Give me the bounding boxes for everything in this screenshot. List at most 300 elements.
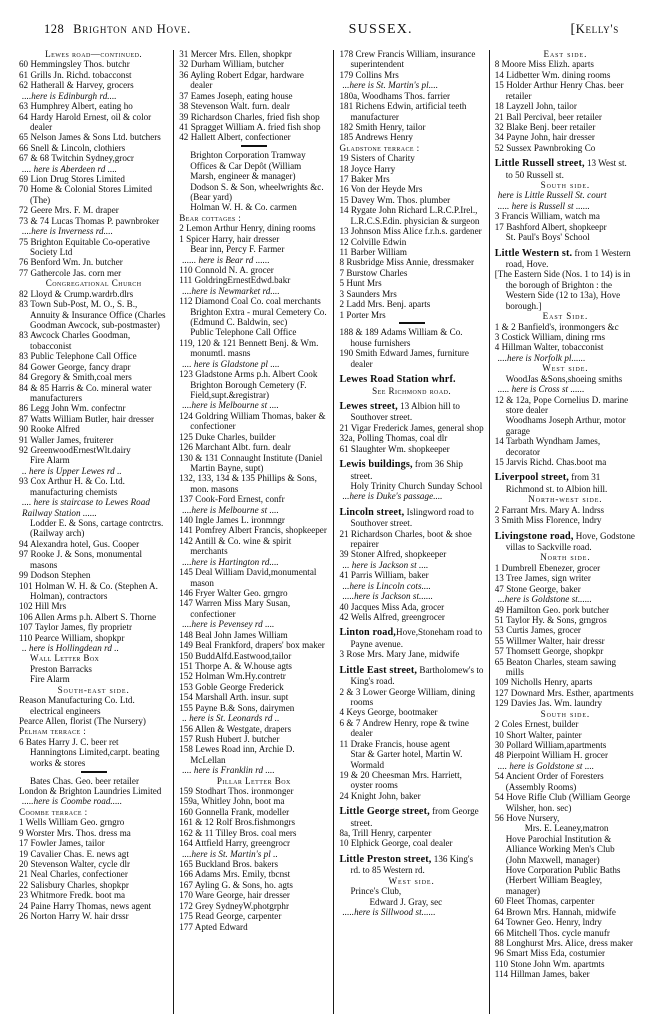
directory-entry: Star & Garter hotel, Martin W. Wormald [350, 749, 463, 770]
directory-entry: 90 Rooke Alfred [19, 424, 80, 435]
directory-entry: 110 Stone John Wm. apartmts [494, 958, 605, 969]
directory-entry: 21 Richardson Charles, boot & shoe repairer [339, 528, 472, 550]
cross-street-note: .. here is Upper Lewes rd .. [22, 465, 122, 476]
terrace-heading: Coombe terrace : [19, 806, 88, 817]
directory-entry: 83 Awcock Charles Goodman, tobacconist [19, 330, 131, 351]
cross-street-note: .. here is Hollingdean rd .. [22, 643, 119, 654]
directory-entry: 20 Stevenson Walter, cycle dlr [19, 858, 131, 869]
directory-entry: 19 Sisters of Charity [339, 153, 415, 164]
directory-entry: 158 Lewes Road inn, Archie D. McLellan [179, 744, 295, 765]
directory-entry: 154 Marshall Arth. insur. supt [179, 692, 289, 703]
column-2 [174, 49, 333, 1014]
street-description: Islingword road to Southover street. [350, 506, 474, 529]
directory-entry: 70 Home & Colonial Stores Limited (The) [19, 184, 153, 205]
directory-entry: 14 Tarbath Wyndham James, decorator [494, 436, 601, 457]
cross-street-note: ....here is Melbourne st .... [182, 400, 279, 411]
cross-street-note: ....here is Pevensey rd .... [182, 619, 275, 630]
directory-entry: 69 Lion Drug Stores Limited [19, 174, 125, 185]
directory-entry: 65 Beaton Charles, steam sawing mills [494, 656, 617, 678]
cross-street-note: ...here is Duke's passage.... [342, 491, 443, 502]
directory-entry: Holy Trinity Church Sunday School [350, 480, 483, 491]
column-container [14, 49, 641, 1014]
directory-entry: 21 Neal Charles, confectioner [19, 869, 128, 880]
cross-street-note: ....here is Newmarket rd.... [182, 285, 280, 296]
directory-entry: 32a, Polling Thomas, coal dlr [339, 433, 448, 444]
directory-entry: 61 Grills Jn. Richd. tobacconst [19, 69, 132, 80]
directory-entry: 182 Smith Henry, tailor [339, 121, 426, 132]
street-name: Liverpool street, [494, 472, 569, 484]
directory-entry: Fire Alarm [30, 674, 70, 685]
directory-entry: 114 Hillman James, baker [494, 969, 590, 980]
directory-entry: Preston Barracks [30, 663, 92, 674]
street-side-label: North-west side. [528, 494, 603, 505]
directory-entry: 67 & 68 Twitchin Sydney,grocr [19, 153, 134, 164]
directory-entry: 8 Moore Miss Elizh. aparts [494, 59, 594, 70]
directory-entry: 5 Hunt Mrs [339, 278, 382, 289]
street-name: Lewes Road Station whrf. [339, 374, 456, 386]
directory-entry: 11 Barber William [339, 247, 407, 258]
directory-entry: 83 Town Sub-Post, M. O., S. B., Annuity & Insurance Office (Charles Goodman Awcock, sub-postmaster) [19, 299, 166, 330]
street-name-heading [339, 401, 483, 423]
street-side-label: West side. [388, 875, 435, 886]
directory-entry: 160 Gonnella Frank, modeller [179, 806, 290, 817]
directory-entry: Bates Chas. Geo. beer retailer [30, 775, 139, 786]
directory-entry: 54 Ancient Order of Foresters (Assembly Rooms) [494, 771, 604, 792]
cross-street-note: .... here is Gladstone pl .... [182, 358, 280, 369]
directory-entry: 82 Lloyd & Crump.wardrb.dlrs [19, 288, 134, 299]
directory-entry: 47 Stone George, baker [494, 583, 581, 594]
street-name-heading [339, 665, 483, 687]
street-side-label: East side. [543, 49, 588, 59]
directory-entry: 40 Jacques Miss Ada, grocer [339, 601, 445, 612]
directory-entry: 3 Saunders Mrs [339, 288, 397, 299]
cross-street-note: ....here is Melbourne st .... [182, 504, 279, 515]
directory-entry: Hanningtons Limited,carpt. beating works & stores [30, 747, 160, 768]
street-name: Lincoln street, [339, 506, 405, 518]
directory-entry: 15 Davey Wm. Thos. plumber [339, 194, 451, 205]
directory-entry: 149 Beal Frankford, drapers' box maker [179, 640, 325, 651]
directory-entry: 8a, Trill Henry, carpenter [339, 828, 432, 839]
directory-entry: 93 Cox Arthur H. & Co. Ltd. manufacturing chemists [19, 476, 125, 497]
directory-entry: 155 Payne B.& Sons, dairymen [179, 702, 295, 713]
directory-entry: Mrs. E. Leaney,matron [524, 823, 609, 834]
street-side-label: North side. [540, 552, 591, 563]
directory-entry: 1 Dumbrell Ebenezer, grocer [494, 562, 601, 573]
directory-entry: 12 Colville Edwin [339, 236, 407, 247]
directory-entry: 32 Blake Benj. beer retailer [494, 121, 596, 132]
directory-entry: 181 Richens Edwin, artificial teeth manufacturer [339, 101, 467, 122]
directory-entry: 101 Holman W. H. & Co. (Stephen A. Holman), contractors [19, 580, 158, 601]
street-name: Lewes street, [339, 401, 398, 412]
cross-street-note: .... here is Aberdeen rd .... [22, 163, 117, 174]
directory-entry: 166 Adams Mrs. Emily, tbcnst [179, 869, 291, 880]
directory-entry: 17 Baker Mrs [339, 174, 390, 185]
street-side-label: West side. [542, 363, 589, 374]
street-description: 13 West st. to 50 Russell st. [505, 158, 627, 180]
directory-entry: 107 Taylor James, fly proprietr [19, 622, 132, 633]
directory-entry: 22 Salisbury Charles, shopkpr [19, 879, 129, 890]
directory-entry: 99 Dodson Stephen [19, 570, 91, 581]
street-side-label: East Side. [542, 311, 589, 322]
directory-entry: 39 Stoner Alfred, shopkeeper [339, 549, 447, 560]
street-name: Little Western st. [494, 247, 573, 259]
directory-entry: WoodJas &Sons,shoeing smiths [505, 373, 623, 384]
directory-entry: 178 Crew Francis William, insurance superintendent [339, 49, 476, 70]
directory-entry: 2 Farrant Mrs. Mary A. lndrss [494, 504, 605, 515]
section-divider [19, 771, 168, 773]
directory-entry: 179 Collins Mrs [339, 69, 399, 80]
terrace-heading: Bear cottages : [179, 212, 242, 223]
directory-entry: 57 Thomsett George, shopkpr [494, 646, 604, 657]
directory-entry: Dodson S. & Son, wheelwrights &c. (Bear yard) [190, 181, 324, 202]
street-side-label: South-east side. [57, 684, 130, 695]
directory-entry: 112 Diamond Coal Co. coal merchants [179, 296, 321, 307]
cross-street-note: .....here is Coombe road..... [22, 796, 123, 807]
cross-street-note: ....here is Hartington rd.... [182, 556, 279, 567]
directory-entry: 17 Bashford Albert, shopkeepr [494, 221, 607, 232]
directory-entry: 13 Johnson Miss Alice f.r.h.s. gardener [339, 226, 482, 237]
directory-entry: 60 Fleet Thomas, carpenter [494, 896, 595, 907]
street-name-heading [495, 531, 636, 553]
directory-entry: 60 Hemmingsley Thos. butchr [19, 59, 130, 70]
directory-entry: 7 Burstow Charles [339, 267, 408, 278]
street-name: Little Preston street, [339, 853, 432, 865]
directory-entry: 170 Ware George, hair dresser [179, 890, 290, 901]
street-description: 136 King's rd. to 85 Western rd. [350, 853, 474, 876]
directory-entry: 14 Lidbetter Wm. dining rooms [494, 69, 611, 80]
directory-entry: Brighton Extra - mural Cemetery Co. (Edmund C. Baldwin, sec) [190, 306, 327, 328]
directory-entry: 162 & 11 Tilley Bros. coal mers [179, 827, 297, 838]
directory-entry: 41 Spragget William A. fried fish shop [179, 121, 321, 132]
cross-street-note: .....here is Sillwood st...... [342, 906, 436, 917]
directory-entry: 66 Snell & Lincoln, clothiers [19, 142, 126, 153]
street-side-label: South side. [540, 708, 591, 719]
street-description: from 1 Western road, Hove. [505, 247, 631, 270]
directory-entry: 64 Hardy Harold Ernest, oil & color dealer [19, 111, 152, 132]
street-name-heading [339, 627, 483, 649]
street-name: Lewis buildings, [339, 459, 413, 471]
directory-entry: 83 Public Telephone Call Office [19, 351, 137, 362]
directory-entry: 119, 120 & 121 Bennett Benj. & Wm. monumtl. masns [179, 337, 319, 359]
directory-entry: 109 Nicholls Henry, aparts [494, 677, 593, 688]
directory-entry: 124 Goldring William Thomas, baker & confectioner [179, 410, 326, 432]
directory-entry: Brighton Borough Cemetery (F. Field,supt.&registrar) [190, 379, 307, 400]
street-name: Livingstone road, [494, 530, 574, 542]
street-name-heading [495, 472, 636, 494]
directory-entry: 16 Von der Heyde Mrs [339, 184, 423, 195]
directory-entry: 32 Durham William, butcher [179, 59, 285, 70]
directory-entry: 56 Hove Nursery, [494, 812, 560, 823]
directory-entry: 172 Grey SydneyW.photgrphr [179, 900, 289, 911]
directory-entry: 30 Pollard William,apartments [494, 740, 607, 750]
cross-street-note: .... here is Goldstone st .... [497, 760, 595, 771]
directory-entry: 21 Vigar Frederick James, general shop [339, 422, 484, 433]
directory-entry: 3 Costick William, dining rms [494, 331, 605, 342]
directory-entry: 110 Connold N. A. grocer [179, 264, 274, 275]
street-name-heading [339, 374, 483, 385]
cross-street-note: ...here is Goldstone st...... [497, 594, 592, 605]
terrace-heading: Pelham terrace : [19, 726, 87, 737]
publisher-name: Kelly's [575, 22, 619, 36]
section-heading: Pillar Letter Box [216, 775, 291, 786]
directory-entry: 96 Smart Miss Eda, costumier [494, 948, 606, 959]
directory-entry: Woodhams Joseph Arthur, motor garage [505, 415, 626, 436]
directory-entry: 24 Knight John, baker [339, 790, 421, 801]
directory-entry: 111 GoldringErnestEdwd.bakr [179, 275, 291, 286]
directory-entry: 126 Marchant Albt. furn. dealr [179, 442, 291, 453]
directory-entry: 1 & 2 Banfield's, ironmongers &c [494, 321, 619, 332]
directory-entry: 153 Goble George Frederick [179, 681, 284, 692]
cross-street-note: ....here is St. Martin's pl .. [182, 848, 278, 859]
directory-entry: 132, 133, 134 & 135 Phillips & Sons, mon. masons [179, 473, 317, 494]
directory-entry: 146 Fryer Walter Geo. grngro [179, 588, 288, 599]
directory-entry: 3 Francis William, watch ma [494, 211, 600, 222]
street-description: Hove,Stoneham road to Payne avenue. [350, 627, 483, 649]
directory-entry: 62 Hatherall & Harvey, grocers [19, 80, 134, 91]
directory-entry: 157 Rush Hubert J. butcher [179, 733, 280, 744]
directory-entry: 87 Watts William Butler, hair dresser [19, 413, 155, 424]
directory-entry: 4 Hillman Walter, tobacconist [494, 342, 604, 353]
directory-entry: 9 Worster Mrs. Thos. dress ma [19, 827, 131, 838]
cross-street-note: ...here is Lincoln cots.... [342, 580, 431, 591]
directory-entry: 97 Rooke J. & Sons, monumental masons [19, 549, 143, 570]
directory-entry: Public Telephone Call Office [190, 327, 297, 338]
cross-street-note: .... here is staircase to Lewes Road Railway Station ...... [22, 497, 150, 518]
directory-entry: 77 Gathercole Jas. corn mer [19, 267, 122, 278]
street-name-heading [339, 507, 483, 529]
street-name: Little Russell street, [494, 158, 585, 170]
directory-entry: 188 & 189 Adams William & Co. house furnishers [339, 327, 463, 348]
directory-entry: 65 Nelson James & Sons Ltd. butchers [19, 132, 161, 143]
directory-entry: 145 Deal William David,monumental mason [179, 567, 317, 588]
directory-entry: 2 Coles Ernest, builder [494, 719, 579, 730]
directory-entry: 11 Drake Francis, house agent [339, 738, 450, 749]
directory-entry: 159a, Whitley John, boot ma [179, 796, 285, 807]
directory-entry: Holman W. H. & Co. carmen [190, 202, 297, 213]
directory-entry: 140 Ingle James L. ironmngr [179, 515, 285, 526]
directory-entry: 141 Pomfrey Albert Francis, shopkeeper [179, 525, 327, 536]
directory-entry: 49 Hamilton Geo. pork butcher [494, 604, 610, 615]
directory-entry: 54 Hove Rifle Club (William George Wilsher, hon. sec) [494, 792, 631, 813]
directory-entry: 125 Duke Charles, builder [179, 431, 276, 442]
section-heading: Lewes road—continued. [45, 49, 143, 59]
directory-entry: 17 Fowler James, tailor [19, 838, 105, 849]
cross-street-note: ...here is St. Martin's pl.... [342, 80, 439, 91]
directory-entry: 8 Rusbridge Miss Annie, dressmaker [339, 257, 474, 268]
directory-entry: Hove Parochial Institution & Alliance Working Men's Club (John Maxwell, manager) [505, 833, 615, 865]
open-bracket: [ [570, 22, 576, 37]
directory-entry: 91 Waller James, fruiterer [19, 434, 114, 445]
directory-entry: 37 Eames Joseph, eating house [179, 90, 293, 101]
directory-entry: 73 & 74 Lucas Thomas P. pawnbroker [19, 215, 160, 226]
street-name: Little East street, [339, 664, 418, 676]
directory-entry: 34 Payne John, hair dresser [494, 132, 595, 143]
directory-entry: Brighton Corporation Tramway Offices & Car Depôt (William Marsh, engineer & manager) [190, 150, 306, 182]
cross-street-note: ...... here is Bear rd ...... [182, 254, 270, 265]
street-description: from 31 Richmond st. to Albion hill. [505, 472, 608, 494]
directory-entry: 2 & 3 Lower George William, dining rooms [339, 686, 475, 707]
directory-entry: 48 Pierpoint William H. grocer [494, 750, 608, 761]
cross-street-note: .. here is St. Leonards rd .. [182, 713, 280, 724]
street-name-heading [339, 854, 483, 876]
street-name-heading [339, 459, 483, 481]
directory-entry: 2 Lemon Arthur Henry, dining rooms [179, 223, 316, 234]
directory-entry: 6 Bates Harry J. C. beer ret [19, 736, 119, 747]
street-name: Linton road, [339, 627, 396, 639]
section-divider [339, 322, 483, 324]
street-side-label: South side. [540, 180, 591, 191]
directory-entry: 106 Allen Arms p.h. Albert S. Thorne [19, 611, 157, 622]
directory-entry: 175 Read George, carpenter [179, 911, 282, 922]
street-name: Little George street, [339, 806, 430, 818]
cross-street-note: ... here is Jackson st .... [342, 559, 429, 570]
section-heading: See Richmond road. [372, 385, 452, 396]
directory-entry: 15 Jarvis Richd. Chas.boot ma [494, 457, 607, 468]
directory-entry: 21 Ball Percival, beer retailer [494, 111, 602, 122]
directory-entry: 86 Legg John Wm. confectnr [19, 403, 126, 414]
directory-entry: 42 Wells Alfred, greengrocer [339, 612, 445, 623]
directory-entry: 72 Geere Mrs. F. M. draper [19, 205, 119, 216]
directory-entry: 14 Rygate John Richard L.R.C.P.Irel., L.R.C.S.Edin. physician & surgeon [339, 205, 480, 226]
column-1 [14, 49, 173, 1014]
directory-entry: 167 Ayling G. & Sons, ho. agts [179, 879, 293, 890]
directory-entry: 165 Buckland Bros. bakers [179, 858, 279, 869]
directory-entry: 24 Paine Harry Thomas, news agent [19, 900, 152, 911]
cross-street-note: ..... here is Cross st ...... [497, 384, 585, 395]
directory-entry: 156 Allen & Westgate, drapers [179, 723, 292, 734]
street-description: from 36 Ship street. [350, 459, 463, 481]
directory-entry: 6 & 7 Andrew Henry, rope & twine dealer [339, 717, 469, 739]
directory-entry: 39 Richardson Charles, fried fish shop [179, 111, 320, 122]
directory-entry: 110 Pearce William, shopkpr [19, 632, 125, 643]
directory-entry: 180a, Woodhams Thos. farrier [339, 90, 451, 101]
directory-entry: Fire Alarm [30, 455, 70, 466]
directory-entry: 94 Alexandra hotel, Gus. Cooper [19, 538, 140, 549]
street-name-heading [495, 248, 636, 270]
directory-entry: St. Paul's Boys' School [505, 232, 590, 243]
terrace-heading: Gladstone terrace : [339, 142, 420, 153]
directory-entry: 1 Spicer Harry, hair dresser [179, 233, 280, 244]
directory-entry: 151 Thorpe A. & W.house agts [179, 660, 292, 671]
cross-street-note: ..... here is Russell st ...... [497, 200, 590, 211]
street-name-heading [495, 158, 636, 180]
directory-entry: 66 Mitchell Thos. cycle manufr [494, 927, 610, 938]
street-name-heading [339, 806, 483, 828]
directory-entry: 2 Ladd Mrs. Benj. aparts [339, 299, 431, 310]
directory-entry: 38 Stevenson Walt. furn. dealr [179, 101, 290, 112]
cross-street-note: .... here is Franklin rd .... [182, 765, 275, 776]
street-description: Bartholomew's to King's road. [350, 664, 484, 687]
cross-street-note: ....here is Norfolk pl...... [497, 352, 586, 363]
directory-entry: 52 Sussex Pawnbroking Co [494, 142, 596, 153]
directory-entry: 123 Gladstone Arms p.h. Albert Cook [179, 369, 318, 380]
directory-entry: Hove Corporation Public Baths (Herbert William Beagley, manager) [505, 865, 621, 896]
directory-entry: 18 Joyce Harry [339, 163, 396, 174]
directory-entry: 190 Smith Edward James, furniture dealer [339, 348, 469, 369]
directory-entry: 84 Gregory & Smith,coal mers [19, 372, 132, 383]
directory-entry: 137 Cook-Ford Ernest, confr [179, 494, 285, 505]
directory-entry: 19 & 20 Cheesman Mrs. Harriett, oyster rooms [339, 769, 462, 791]
cross-street-note: here is Little Russell St. court [497, 190, 607, 201]
directory-entry: 84 Gower George, fancy drapr [19, 361, 131, 372]
directory-entry: 147 Warren Miss Mary Susan, confectioner [179, 598, 291, 619]
directory-entry: Prince's Club, [350, 886, 402, 897]
directory-entry: 185 Andrews Henry [339, 132, 413, 143]
column-4 [490, 49, 641, 1014]
directory-entry: 159 Stodhart Thos. ironmonger [179, 786, 294, 797]
directory-entry: 19 Cavalier Chas. E. news agt [19, 848, 129, 859]
directory-entry: 130 & 131 Connaught Institute (Daniel Martin Bayne, supt) [179, 452, 323, 473]
directory-entry: 164 Attfield Harry, greengrocr [179, 838, 291, 849]
running-head-publisher [570, 22, 619, 38]
street-description: Hove, Godstone villas to Sackville road. [505, 530, 635, 552]
directory-entry: 31 Mercer Mrs. Ellen, shopkpr [179, 49, 292, 59]
directory-entry: 64 Brown Mrs. Hannah, midwife [494, 906, 616, 917]
directory-entry: 88 Longhurst Mrs. Alice, dress maker [494, 938, 633, 949]
directory-entry: Wall Letter Box [30, 653, 100, 664]
directory-entry: 3 Smith Miss Florence, lndry [494, 515, 602, 526]
directory-entry: 23 Whitmore Fredk. boot ma [19, 890, 126, 901]
section-heading: Congregational Church [45, 278, 142, 289]
directory-entry: 12 & 12a, Pope Cornelius D. marine store dealer [494, 394, 629, 415]
directory-entry: 127 Downard Mrs. Esther, apartments [494, 687, 634, 698]
directory-entry: 3 Rose Mrs. Mary Jane, midwife [339, 649, 460, 660]
directory-entry: 76 Benford Wm. Jn. butcher [19, 257, 123, 268]
directory-entry: 55 Willmer Walter, hair dressr [494, 635, 605, 646]
directory-entry: 129 Davies Jas. Wm. laundry [494, 698, 603, 709]
directory-entry: 1 Wells William Geo. grngro [19, 817, 125, 828]
directory-entry: 64 Towner Geo. Henry, lndry [494, 917, 602, 928]
directory-entry: 102 Hill Mrs [19, 601, 67, 612]
directory-entry: 26 Norton Harry W. hair drssr [19, 911, 129, 922]
directory-entry: Edward J. Gray, sec [369, 896, 443, 907]
directory-entry: Pearce Allen, florist (The Nursery) [19, 716, 146, 726]
directory-entry: 148 Beal John James William [179, 629, 288, 640]
street-description: from George street. [350, 806, 479, 828]
street-description: 13 Albion hill to Southover street. [350, 401, 460, 423]
directory-entry: 18 Layzell John, tailor [494, 101, 577, 112]
directory-entry: 63 Humphrey Albert, eating ho [19, 101, 133, 112]
directory-entry: 75 Brighton Equitable Co-operative Society Ltd [19, 236, 150, 258]
cross-street-note: ....here is Edinburgh rd.... [22, 90, 117, 101]
directory-entry: 61 Slaughter Wm. shopkeeper [339, 443, 450, 454]
directory-entry: 42 Hallett Albert, confectioner [179, 132, 291, 143]
running-head-title: Brighton and Hove. [73, 22, 191, 36]
directory-entry: 4 Keys George, bootmaker [339, 707, 438, 718]
directory-entry: 41 Parris William, baker [339, 570, 429, 581]
directory-entry: 10 Elphick George, coal dealer [339, 838, 453, 849]
directory-entry: 15 Holder Arthur Henry Chas. beer retailer [494, 80, 624, 101]
directory-entry: 1 Porter Mrs [339, 309, 386, 320]
directory-entry: 13 Tree James, sign writer [494, 573, 591, 584]
directory-entry: 53 Curtis James, grocer [494, 625, 581, 636]
directory-entry: 51 Taylor Hy. & Sons, grngros [494, 614, 607, 625]
directory-entry: 150 BuddAlfd.Eastwood,tailor [179, 650, 292, 661]
page-number: 128 [44, 22, 65, 36]
section-divider [179, 145, 328, 147]
directory-entry: 84 & 85 Harris & Co. mineral water manufacturers [19, 382, 152, 403]
running-head [14, 22, 641, 38]
directory-entry: Reason Manufacturing Co. Ltd. electrical engineers [19, 695, 135, 716]
cross-street-note: ....here is Inverness rd.... [22, 226, 113, 237]
column-3 [334, 49, 488, 1014]
directory-entry: 10 Short Walter, painter [494, 729, 582, 740]
directory-entry: 92 GreenwoodErnestWlt.dairy [19, 445, 131, 456]
running-head-county: SUSSEX. [348, 22, 413, 37]
running-head-left [44, 22, 191, 37]
directory-entry: 36 Ayling Robert Edgar, hardware dealer [179, 69, 304, 91]
directory-entry: 142 Antill & Co. wine & spirit merchants [179, 535, 292, 557]
